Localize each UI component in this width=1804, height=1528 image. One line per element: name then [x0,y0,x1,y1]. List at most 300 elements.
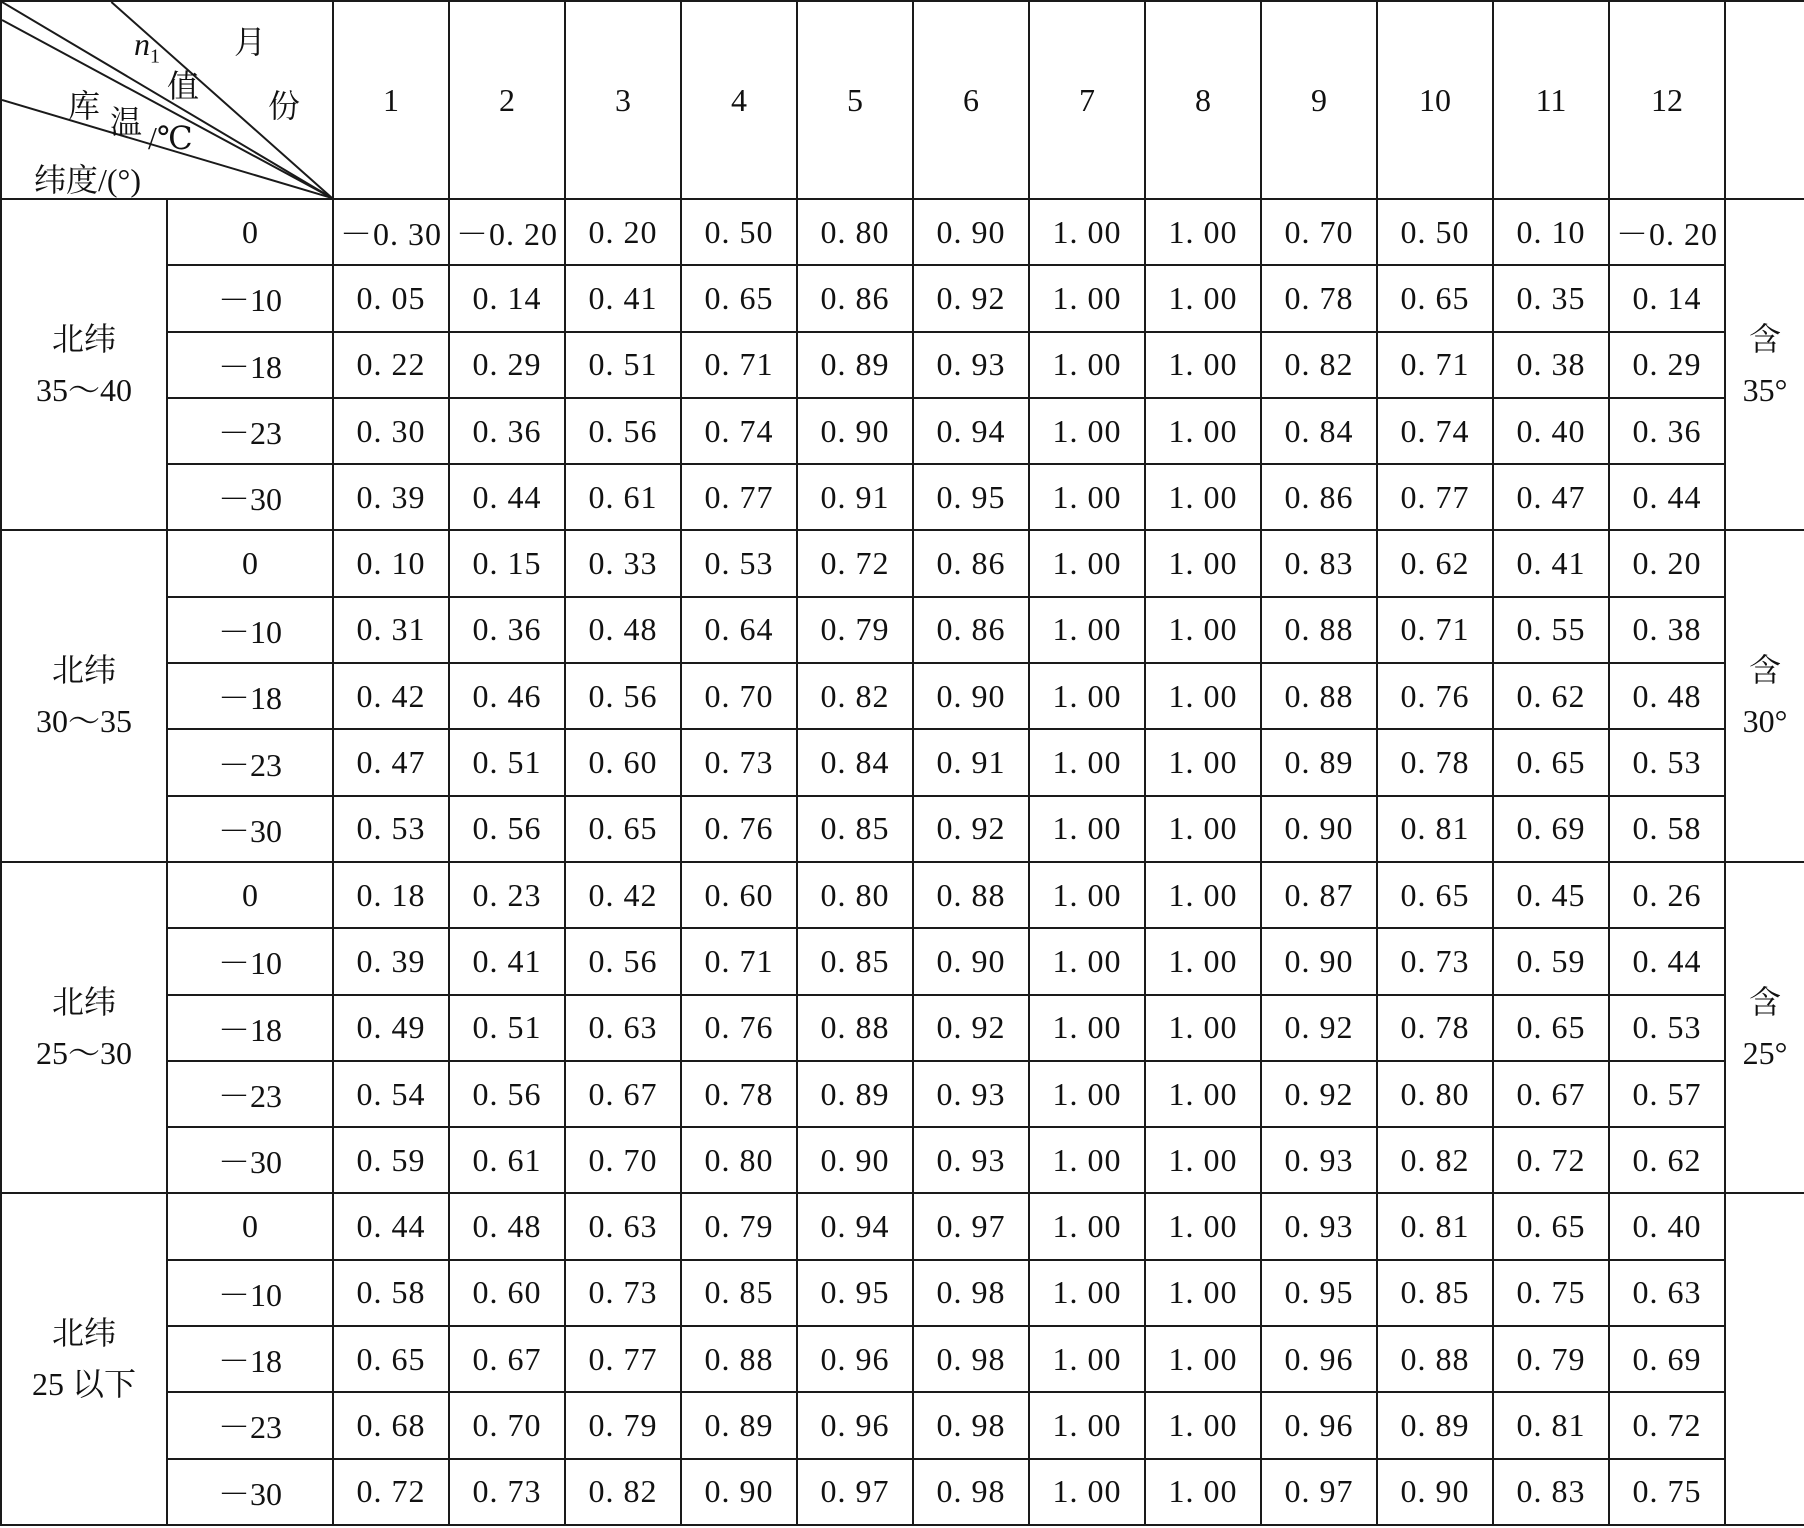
value-cell: 0. 48 [1609,663,1725,729]
value-cell: －0. 30 [333,199,449,265]
value-cell: 0. 67 [565,1061,681,1127]
value-cell: 0. 50 [1377,199,1493,265]
value-cell: 0. 70 [1261,199,1377,265]
value-cell: －0. 20 [1609,199,1725,265]
latitude-group-label: 北纬 [51,1315,116,1351]
month-header-12: 12 [1609,1,1725,199]
inclusion-note-degree: 25° [1742,1034,1788,1071]
value-cell: 0. 82 [565,1459,681,1525]
value-cell: 0. 91 [913,729,1029,795]
value-cell: 1. 00 [1145,995,1261,1061]
value-cell: 1. 00 [1029,1459,1145,1525]
value-cell: 0. 42 [565,862,681,928]
value-cell: 0. 70 [565,1127,681,1193]
value-cell: 0. 90 [913,199,1029,265]
value-cell: 0. 82 [797,663,913,729]
table-row [1,332,1804,398]
value-cell: 0. 68 [333,1392,449,1458]
value-cell: 0. 47 [1493,464,1609,530]
value-cell: 0. 85 [681,1260,797,1326]
value-cell: 0. 80 [1377,1061,1493,1127]
value-cell: 0. 96 [1261,1392,1377,1458]
value-cell: 0. 90 [1261,796,1377,862]
temperature-cell: 0 [167,862,333,928]
temperature-cell: －23 [167,1392,333,1458]
table-row [1,265,1804,331]
value-cell: 0. 48 [565,597,681,663]
value-cell: 0. 62 [1377,530,1493,596]
temperature-cell: －10 [167,597,333,663]
value-cell: 0. 72 [1609,1392,1725,1458]
value-cell: 0. 97 [797,1459,913,1525]
value-cell: 0. 98 [913,1260,1029,1326]
value-cell: 0. 86 [1261,464,1377,530]
table-row [1,928,1804,994]
value-cell: 0. 86 [913,597,1029,663]
value-cell: 0. 51 [565,332,681,398]
value-cell: 1. 00 [1145,1326,1261,1392]
table-row [1,597,1804,663]
value-cell: 0. 44 [333,1193,449,1259]
value-cell: 0. 10 [333,530,449,596]
header-row [1,1,1804,199]
temperature-cell: －23 [167,729,333,795]
value-cell: 0. 49 [333,995,449,1061]
value-cell: 1. 00 [1029,530,1145,596]
value-cell: 0. 38 [1609,597,1725,663]
value-cell: 0. 90 [1261,928,1377,994]
latitude-label: 纬度/(°) [34,162,142,198]
value-cell: 0. 73 [681,729,797,795]
value-cell: 0. 88 [797,995,913,1061]
inclusion-note-cell [1725,1193,1804,1524]
value-cell: 0. 88 [1261,597,1377,663]
value-cell: 1. 00 [1029,464,1145,530]
table-row [1,1459,1804,1525]
value-cell: 0. 78 [1261,265,1377,331]
value-cell: 0. 76 [681,995,797,1061]
value-cell: 0. 93 [1261,1127,1377,1193]
temperature-cell: －18 [167,995,333,1061]
latitude-group-label: 北纬 [51,983,116,1020]
value-cell: 0. 36 [449,597,565,663]
value-cell: 0. 40 [1609,1193,1725,1259]
value-cell: 0. 83 [1261,530,1377,596]
value-cell: 1. 00 [1029,199,1145,265]
value-cell: 1. 00 [1029,1260,1145,1326]
temperature-cell: 0 [167,1193,333,1259]
value-cell: 0. 69 [1609,1326,1725,1392]
value-cell: 0. 59 [1493,928,1609,994]
value-cell: 0. 15 [449,530,565,596]
value-cell: 1. 00 [1029,1061,1145,1127]
value-cell: 1. 00 [1145,199,1261,265]
value-cell: 0. 23 [449,862,565,928]
value-cell: 1. 00 [1145,729,1261,795]
value-cell: 1. 00 [1145,398,1261,464]
month-header-2: 2 [449,1,565,199]
unit-label: /℃ [148,120,193,156]
value-cell: 1. 00 [1145,265,1261,331]
value-cell: 1. 00 [1145,663,1261,729]
latitude-group-cell [1,530,167,861]
value-cell: 0. 90 [1377,1459,1493,1525]
value-cell: 1. 00 [1029,1127,1145,1193]
value-cell: 0. 81 [1377,1193,1493,1259]
value-cell: 0. 54 [333,1061,449,1127]
value-cell: 0. 70 [681,663,797,729]
value-cell: 0. 78 [1377,729,1493,795]
value-cell: 0. 14 [1609,265,1725,331]
value-cell: 0. 72 [797,530,913,596]
value-cell: 0. 56 [565,398,681,464]
value-cell: 1. 00 [1029,332,1145,398]
value-cell: 0. 88 [681,1326,797,1392]
value-cell: 0. 98 [913,1459,1029,1525]
table-row [1,199,1804,265]
value-cell: 0. 87 [1261,862,1377,928]
value-cell: 0. 83 [1493,1459,1609,1525]
value-cell: 0. 36 [449,398,565,464]
temperature-cell: －18 [167,332,333,398]
value-cell: 0. 86 [913,530,1029,596]
value-cell: 0. 74 [1377,398,1493,464]
latitude-group-range: 30～35 [35,703,132,740]
table-row [1,398,1804,464]
value-cell: －0. 20 [449,199,565,265]
value-cell: 0. 62 [1493,663,1609,729]
value-cell: 0. 95 [913,464,1029,530]
value-cell: 1. 00 [1029,398,1145,464]
value-cell: 0. 93 [1261,1193,1377,1259]
value-cell: 0. 89 [1261,729,1377,795]
value-cell: 0. 97 [1261,1459,1377,1525]
value-cell: 0. 64 [681,597,797,663]
temperature-cell: －18 [167,1326,333,1392]
value-cell: 0. 73 [565,1260,681,1326]
value-cell: 0. 98 [913,1326,1029,1392]
value-cell: 0. 70 [449,1392,565,1458]
value-cell: 1. 00 [1145,530,1261,596]
yue-label: 月 [234,24,267,60]
value-cell: 1. 00 [1145,597,1261,663]
table-row [1,1193,1804,1259]
temperature-cell: －30 [167,796,333,862]
value-cell: 0. 90 [913,928,1029,994]
value-cell: 0. 82 [1377,1127,1493,1193]
value-cell: 0. 67 [1493,1061,1609,1127]
value-cell: 0. 41 [449,928,565,994]
value-cell: 0. 65 [1493,1193,1609,1259]
inclusion-note-cell [1725,862,1804,1193]
month-header-8: 8 [1145,1,1261,199]
table-row [1,796,1804,862]
value-cell: 0. 92 [1261,995,1377,1061]
value-cell: 0. 80 [797,862,913,928]
value-cell: 0. 93 [913,1061,1029,1127]
value-cell: 0. 61 [565,464,681,530]
value-cell: 1. 00 [1145,464,1261,530]
value-cell: 0. 56 [449,1061,565,1127]
value-cell: 0. 31 [333,597,449,663]
value-cell: 0. 81 [1377,796,1493,862]
value-cell: 0. 82 [1261,332,1377,398]
value-cell: 0. 26 [1609,862,1725,928]
value-cell: 1. 00 [1029,1392,1145,1458]
value-cell: 0. 63 [565,1193,681,1259]
value-cell: 0. 55 [1493,597,1609,663]
month-header-6: 6 [913,1,1029,199]
value-cell: 0. 71 [681,332,797,398]
table-row [1,1061,1804,1127]
value-cell: 0. 18 [333,862,449,928]
corner-header-cell [1,1,333,199]
value-cell: 0. 39 [333,928,449,994]
value-cell: 1. 00 [1029,1193,1145,1259]
month-header-3: 3 [565,1,681,199]
value-cell: 0. 74 [681,398,797,464]
month-header-1: 1 [333,1,449,199]
value-cell: 0. 77 [681,464,797,530]
value-cell: 0. 90 [913,663,1029,729]
value-cell: 0. 93 [913,1127,1029,1193]
value-cell: 0. 89 [797,332,913,398]
inclusion-note-label: 含 [1748,983,1781,1020]
table-row [1,530,1804,596]
value-cell: 0. 29 [1609,332,1725,398]
value-cell: 0. 48 [449,1193,565,1259]
value-cell: 0. 51 [449,995,565,1061]
value-cell: 0. 44 [1609,928,1725,994]
value-cell: 0. 94 [797,1193,913,1259]
value-cell: 0. 65 [565,796,681,862]
zhi-label: 值 [167,68,200,104]
table-row [1,862,1804,928]
value-cell: 1. 00 [1145,1459,1261,1525]
value-cell: 0. 39 [333,464,449,530]
value-cell: 0. 79 [565,1392,681,1458]
value-cell: 1. 00 [1145,1127,1261,1193]
value-cell: 1. 00 [1145,928,1261,994]
value-cell: 0. 77 [1377,464,1493,530]
value-cell: 0. 94 [913,398,1029,464]
value-cell: 0. 56 [565,663,681,729]
table-row [1,729,1804,795]
inclusion-note-label: 含 [1748,652,1781,689]
month-header-4: 4 [681,1,797,199]
latitude-group-range: 25～30 [35,1034,132,1071]
value-cell: 0. 41 [565,265,681,331]
value-cell: 0. 65 [681,265,797,331]
value-cell: 0. 53 [1609,729,1725,795]
value-cell: 0. 98 [913,1392,1029,1458]
table-row [1,1326,1804,1392]
value-cell: 0. 95 [1261,1260,1377,1326]
month-header-10: 10 [1377,1,1493,199]
table-body [1,1,1804,1525]
value-cell: 0. 56 [449,796,565,862]
value-cell: 1. 00 [1029,729,1145,795]
value-cell: 0. 84 [1261,398,1377,464]
value-cell: 0. 93 [913,332,1029,398]
temperature-cell: －18 [167,663,333,729]
value-cell: 1. 00 [1029,995,1145,1061]
value-cell: 0. 20 [565,199,681,265]
value-cell: 0. 84 [797,729,913,795]
value-cell: 0. 61 [449,1127,565,1193]
value-cell: 1. 00 [1145,1193,1261,1259]
value-cell: 0. 76 [681,796,797,862]
value-cell: 0. 78 [1377,995,1493,1061]
latitude-group-cell [1,862,167,1193]
value-cell: 0. 73 [1377,928,1493,994]
value-cell: 0. 90 [797,398,913,464]
latitude-group-cell [1,199,167,530]
value-cell: 0. 78 [681,1061,797,1127]
value-cell: 0. 05 [333,265,449,331]
value-cell: 0. 41 [1493,530,1609,596]
value-cell: 0. 57 [1609,1061,1725,1127]
value-cell: 0. 65 [1493,729,1609,795]
n-value-label: $n_1$ [134,26,160,68]
value-cell: 0. 59 [333,1127,449,1193]
inclusion-note-cell [1725,199,1804,530]
latitude-group-cell [1,1193,167,1524]
value-cell: 1. 00 [1029,1326,1145,1392]
value-cell: 0. 14 [449,265,565,331]
value-cell: 0. 79 [1493,1326,1609,1392]
table-row [1,464,1804,530]
value-cell: 1. 00 [1029,597,1145,663]
value-cell: 0. 40 [1493,398,1609,464]
value-cell: 0. 79 [797,597,913,663]
value-cell: 0. 38 [1493,332,1609,398]
value-cell: 1. 00 [1145,862,1261,928]
inclusion-note-cell [1725,530,1804,861]
value-cell: 0. 92 [913,995,1029,1061]
value-cell: 0. 81 [1493,1392,1609,1458]
temperature-cell: －10 [167,1260,333,1326]
value-cell: 0. 42 [333,663,449,729]
value-cell: 0. 60 [449,1260,565,1326]
value-cell: 0. 88 [1261,663,1377,729]
value-cell: 0. 75 [1493,1260,1609,1326]
month-header-7: 7 [1029,1,1145,199]
month-header-9: 9 [1261,1,1377,199]
temperature-cell: 0 [167,199,333,265]
inclusion-note-degree: 30° [1742,703,1788,740]
value-cell: 0. 85 [797,796,913,862]
temperature-cell: 0 [167,530,333,596]
value-cell: 0. 85 [1377,1260,1493,1326]
value-cell: 0. 77 [565,1326,681,1392]
latitude-group-label: 北纬 [51,652,116,689]
value-cell: 1. 00 [1145,1392,1261,1458]
value-cell: 0. 71 [1377,597,1493,663]
value-cell: 0. 72 [1493,1127,1609,1193]
value-cell: 1. 00 [1145,796,1261,862]
value-cell: 0. 58 [1609,796,1725,862]
value-cell: 0. 53 [1609,995,1725,1061]
value-cell: 0. 65 [1377,265,1493,331]
temperature-cell: －10 [167,265,333,331]
value-cell: 0. 67 [449,1326,565,1392]
temperature-cell: －10 [167,928,333,994]
value-cell: 1. 00 [1145,1260,1261,1326]
value-cell: 0. 53 [333,796,449,862]
value-cell: 0. 65 [1377,862,1493,928]
value-cell: 0. 46 [449,663,565,729]
value-cell: 1. 00 [1029,862,1145,928]
value-cell: 0. 90 [681,1459,797,1525]
ku-label: 库 [68,88,101,124]
value-cell: 0. 51 [449,729,565,795]
wen-label: 温 [110,104,143,140]
value-cell: 0. 73 [449,1459,565,1525]
value-cell: 0. 90 [797,1127,913,1193]
value-cell: 0. 96 [797,1326,913,1392]
value-cell: 0. 44 [449,464,565,530]
value-cell: 0. 92 [913,265,1029,331]
temperature-cell: －30 [167,464,333,530]
value-cell: 0. 65 [1493,995,1609,1061]
fen-label: 份 [268,88,301,124]
temperature-cell: －30 [167,1459,333,1525]
value-cell: 0. 30 [333,398,449,464]
value-cell: 0. 47 [333,729,449,795]
latitude-group-range: 35～40 [35,371,132,408]
value-cell: 0. 22 [333,332,449,398]
value-cell: 0. 50 [681,199,797,265]
value-cell: 1. 00 [1029,265,1145,331]
table-row [1,995,1804,1061]
note-header-cell [1725,1,1804,199]
value-cell: 0. 91 [797,464,913,530]
value-cell: 0. 35 [1493,265,1609,331]
value-cell: 0. 44 [1609,464,1725,530]
value-cell: 0. 95 [797,1260,913,1326]
value-cell: 0. 88 [1377,1326,1493,1392]
value-cell: 0. 89 [797,1061,913,1127]
value-cell: 0. 80 [797,199,913,265]
value-cell: 0. 36 [1609,398,1725,464]
value-cell: 1. 00 [1029,663,1145,729]
value-cell: 0. 92 [913,796,1029,862]
value-cell: 0. 86 [797,265,913,331]
value-cell: 0. 58 [333,1260,449,1326]
month-header-11: 11 [1493,1,1609,199]
value-cell: 0. 88 [913,862,1029,928]
temperature-cell: －23 [167,398,333,464]
inclusion-note-degree: 35° [1742,371,1788,408]
value-cell: 0. 10 [1493,199,1609,265]
value-cell: 0. 96 [1261,1326,1377,1392]
inclusion-note-label: 含 [1748,320,1781,357]
value-cell: 0. 71 [681,928,797,994]
temperature-cell: －30 [167,1127,333,1193]
value-cell: 0. 75 [1609,1459,1725,1525]
value-cell: 0. 63 [565,995,681,1061]
value-cell: 0. 29 [449,332,565,398]
value-cell: 0. 85 [797,928,913,994]
month-header-5: 5 [797,1,913,199]
table-row [1,1392,1804,1458]
table-row [1,663,1804,729]
value-cell: 0. 89 [1377,1392,1493,1458]
value-cell: 0. 97 [913,1193,1029,1259]
value-cell: 1. 00 [1145,332,1261,398]
value-cell: 0. 45 [1493,862,1609,928]
